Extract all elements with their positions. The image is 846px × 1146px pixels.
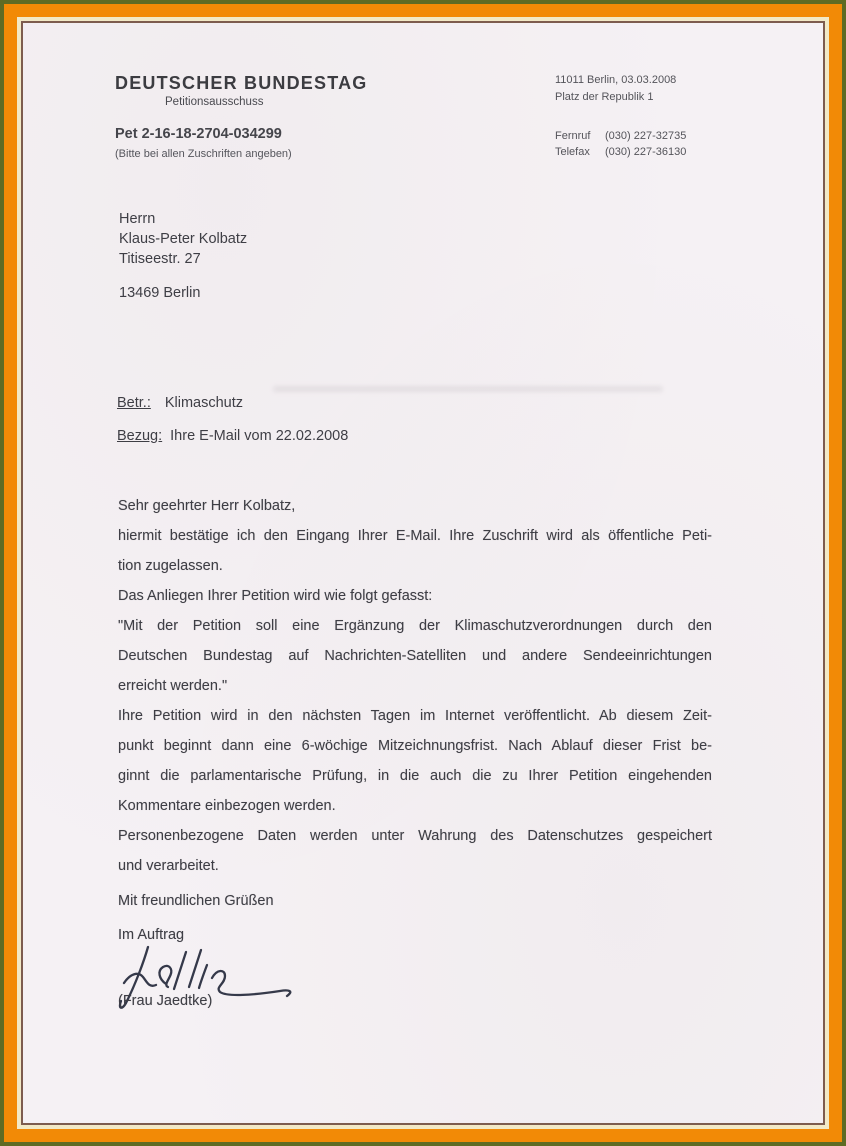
recipient-city: 13469 Berlin — [119, 285, 201, 301]
greeting-line: Sehr geehrter Herr Kolbatz, — [118, 498, 296, 514]
signer-name: (Frau Jaedtke) — [118, 993, 213, 1009]
betreff-label: Betr.: — [117, 395, 151, 411]
closing-block — [118, 893, 518, 1053]
fax-row — [555, 144, 686, 160]
org-name: DEUTSCHER BUNDESTAG — [115, 73, 368, 93]
reference-note: (Bitte bei allen Zuschriften angeben) — [115, 148, 292, 160]
petition-reference-number: Pet 2-16-18-2704-034299 — [115, 126, 282, 142]
paragraph-petition-quote: "Mit der Petition soll eine Ergänzung der Klimaschutzverordnungen durch den Deutschen Bundestag auf Nachrichten-Satelliten und andere Sendeeinrichtungen erreicht werden." — [118, 618, 712, 694]
paragraph-intro-gefasst: Das Anliegen Ihrer Petition wird wie folgt gefasst: — [118, 588, 433, 604]
org-department: Petitionsausschuss — [165, 96, 264, 108]
subject-block — [117, 395, 348, 461]
letter-page — [23, 23, 823, 1123]
closing-im-auftrag: Im Auftrag — [118, 927, 185, 943]
recipient-address-block — [119, 209, 247, 303]
paragraph-internet-publication: Ihre Petition wird in den nächsten Tagen im Internet veröffentlicht. Ab diesem Zeit- punkt beginnt dann eine 6-wöchige Mitzeichnungsfrist. Nach Ablauf dieser Frist be- ginnt die parlamentarische Prüfung, in die auch die zu Ihrer Petition eingehenden Kommentare einbezogen werden. — [118, 708, 712, 814]
city-and-date: 11011 Berlin, 03.03.2008 — [555, 74, 677, 86]
org-street-address: Platz der Republik 1 — [555, 91, 654, 103]
fax-label: Telefax — [555, 146, 590, 158]
letterhead-contact-block — [555, 128, 686, 160]
betreff-row — [117, 395, 348, 416]
fax-number: (030) 227-36130 — [605, 146, 687, 158]
letter-body — [118, 491, 712, 881]
scan-artifact-smudge — [273, 386, 663, 392]
bezug-row — [117, 428, 348, 449]
recipient-street: Titiseestr. 27 — [119, 251, 201, 267]
phone-label: Fernruf — [555, 130, 591, 142]
paragraph-data-protection: Personenbezogene Daten werden unter Wahrung des Datenschutzes gespeichert und verarbeitet. — [118, 828, 712, 874]
bezug-value: Ihre E-Mail vom 22.02.2008 — [170, 428, 349, 444]
phone-row — [555, 128, 686, 144]
paragraph-confirmation: hiermit bestätige ich den Eingang Ihrer E-Mail. Ihre Zuschrift wird als öffentliche Peti- tion zugelassen. — [118, 528, 712, 574]
betreff-value: Klimaschutz — [164, 395, 244, 411]
closing-regards: Mit freundlichen Grüßen — [118, 893, 274, 909]
recipient-name: Klaus-Peter Kolbatz — [119, 231, 248, 247]
recipient-salutation: Herrn — [119, 211, 156, 227]
letterhead-right-block — [555, 72, 676, 106]
bezug-label: Bezug: — [117, 428, 163, 444]
phone-number: (030) 227-32735 — [605, 130, 687, 142]
